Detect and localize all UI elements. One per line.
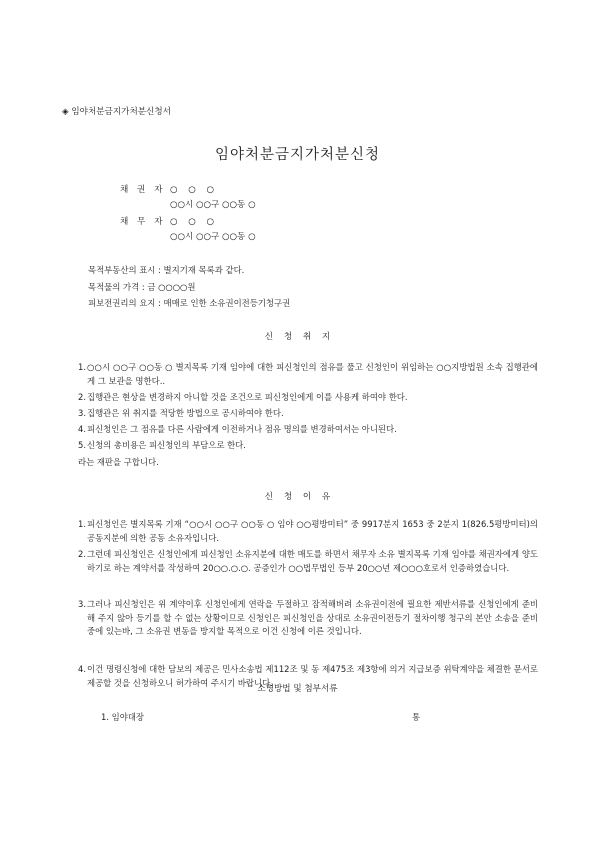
purpose-item-text: 피신청인은 그 점유를 다른 사람에게 이전하거나 점유 명의를 변경하여서는 아니된다. (87, 424, 397, 434)
purpose-item-number: 2. (78, 392, 86, 402)
attachments-heading: 소명방법 및 첨부서류 (257, 684, 338, 694)
reason-item-number: 1. (78, 519, 86, 529)
purpose-item-text: ○○시 ○○구 ○○동 ○ 별지목록 기재 임야에 대한 피신청인의 점유를 풀고 신청인이 위임하는 ○○지방법원 소속 집행관에게 그 보관을 명한다.. (87, 362, 538, 386)
document-header: ◈ 임야처분금지가처분신청서 (62, 107, 171, 117)
purpose-item (78, 391, 538, 405)
creditor-block (120, 183, 256, 210)
debtor-address: ○○시 ○○구 ○○동 ○ (170, 232, 256, 242)
document-title: 임야처분금지가처분신청 (214, 147, 381, 163)
purpose-item-number: 3. (78, 408, 86, 418)
purpose-item-text: 신청의 총비용은 피신청인의 부담으로 한다. (87, 440, 246, 450)
reason-item-text: 이건 명령신청에 대한 담보의 제공은 민사소송법 제112조 및 동 제475조 제3항에 의거 지급보증 위탁계약을 체결한 문서로 제공할 것을 신청하오니 허가하여 주시기 바랍니다. (87, 664, 538, 688)
purpose-item (78, 423, 538, 437)
reason-item-text: 그런데 피신청인은 신청인에게 피신청인 소유지분에 대한 매도를 하면서 채무자 소유 별지목록 기재 임야를 채권자에게 양도하기로 하는 계약서를 작성하여 20○○.○.○. 공증인가 ○○법무법인 등부 20○○년 제○○○호로서 인증하였습니다. (87, 549, 538, 573)
purpose-item (78, 439, 538, 453)
reason-item-number: 2. (78, 549, 86, 559)
creditor-name: ○ ○ ○ (170, 185, 214, 195)
debtor-name: ○ ○ ○ (170, 217, 214, 227)
purpose-item-text: 집행관은 위 취지를 적당한 방법으로 공시하여야 한다. (87, 408, 284, 418)
creditor-address: ○○시 ○○구 ○○동 ○ (170, 200, 256, 210)
reason-item (78, 548, 538, 575)
purpose-item (78, 407, 538, 421)
reason-item-number: 3. (78, 599, 86, 609)
purpose-item-text: 집행관은 현상을 변경하지 아니할 것을 조건으로 피신청인에게 이를 사용케 하여야 한다. (87, 392, 408, 402)
reason-item-text: 피신청인은 별지목록 기재 “○○시 ○○구 ○○동 ○ 임야 ○○평방미터” 중 9917분지 1653 중 2분지 1(826.5평방미터)의 공동지분에 의한 공동 소유자입니다. (87, 519, 538, 543)
claim-summary: 피보전권리의 요지 : 매매로 인한 소유권이전등기청구권 (88, 298, 291, 308)
reason-item (78, 598, 538, 639)
reason-item-text: 그러나 피신청인은 위 계약이후 신청인에게 연락을 두절하고 잠적해버려 소유권이전에 필요한 제반서류를 신청인에게 준비해 주지 않아 등기를 할 수 없는 상황이므로 신청인은 피신청인을 상대로 소유권이전등기 절차이행 청구의 본안 소송을 준비중에 있는바, 그 소유권 변동을 방지할 목적으로 이건 신청에 이른 것입니다. (87, 599, 538, 636)
creditor-label: 채 권 자 (120, 185, 166, 195)
attachment-unit: 통 (412, 712, 421, 722)
reason-heading: 신 청 이 유 (264, 492, 331, 502)
purpose-item-number: 5. (78, 440, 86, 450)
purpose-item (78, 361, 538, 388)
reason-item-number: 4. (78, 664, 86, 674)
purpose-item-number: 1. (78, 362, 86, 372)
attachment-item: 1. 임야대장 (101, 712, 145, 722)
property-description: 목적부동산의 표시 : 별지기재 목록과 같다. (88, 265, 245, 275)
purpose-heading: 신 청 취 지 (264, 332, 331, 342)
debtor-label: 채 무 자 (120, 217, 166, 227)
property-price: 목적물의 가격 : 금 ○○○○원 (88, 282, 196, 292)
purpose-item-number: 4. (78, 424, 86, 434)
reason-item (78, 518, 538, 545)
debtor-block (120, 215, 256, 242)
purpose-closing: 라는 재판을 구합니다. (78, 457, 159, 467)
